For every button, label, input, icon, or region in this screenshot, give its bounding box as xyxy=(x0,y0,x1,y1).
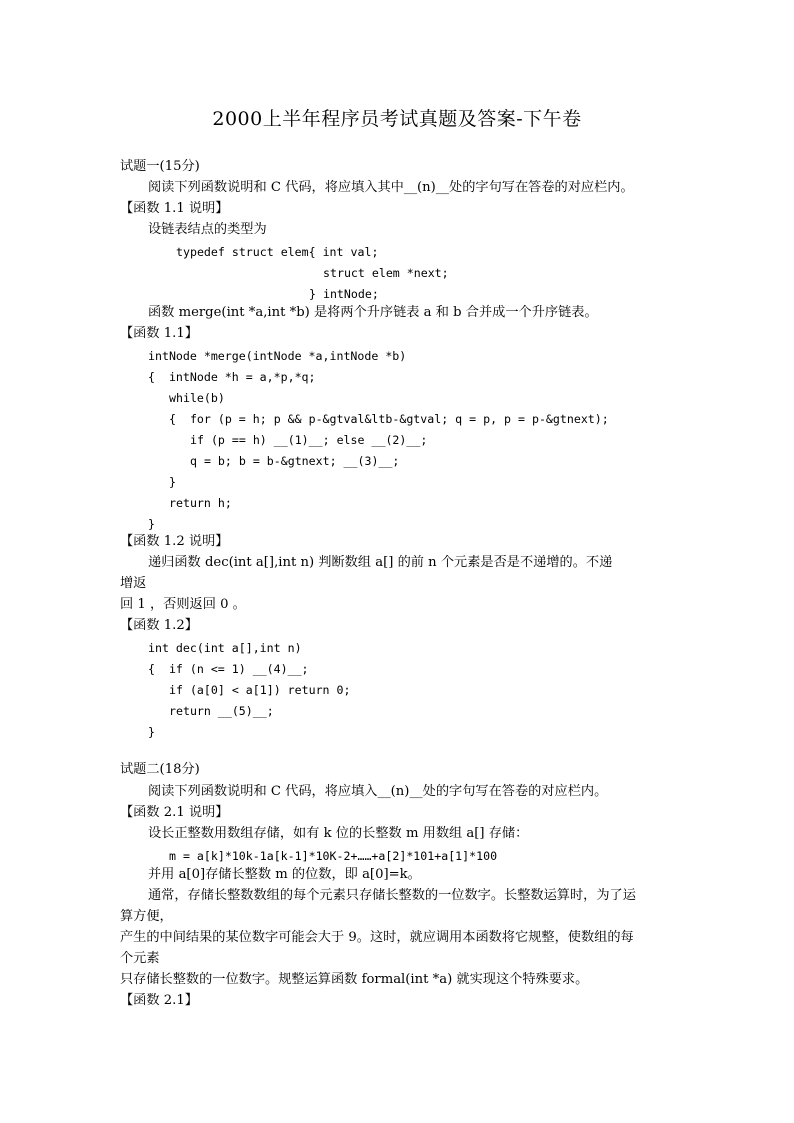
code-line: while(b) xyxy=(169,391,225,405)
paragraph-text: 设链表结点的类型为 xyxy=(148,222,267,237)
section-heading: 试题一(15分) xyxy=(120,159,200,174)
paragraph-text: 函数 merge(int *a,int *b) 是将两个升序链表 a 和 b 合并成一个升序链表。 xyxy=(148,305,598,320)
paragraph-text: 个元素 xyxy=(120,951,160,966)
subsection-heading: 【函数 1.2 说明】 xyxy=(120,534,229,549)
code-line: return h; xyxy=(169,496,232,510)
paragraph-text: 递归函数 dec(int a[],int n) 判断数组 a[] 的前 n 个元素是否是不递增的。不递 xyxy=(148,555,613,570)
subsection-heading: 【函数 2.1 说明】 xyxy=(120,805,229,820)
section-heading: 试题二(18分) xyxy=(120,762,200,777)
instruction-text: 阅读下列函数说明和 C 代码，将应填入__(n)__处的字句写在答卷的对应栏内。 xyxy=(148,784,608,799)
paragraph-text: 回 1 ，否则返回 0 。 xyxy=(120,597,246,612)
subsection-heading: 【函数 1.2】 xyxy=(120,618,198,633)
code-line: return __(5)__; xyxy=(169,704,274,718)
subsection-heading: 【函数 1.1 说明】 xyxy=(120,201,229,216)
paragraph-text: 通常，存储长整数数组的每个元素只存储长整数的一位数字。长整数运算时，为了运 xyxy=(148,888,636,903)
subsection-heading: 【函数 2.1】 xyxy=(120,993,198,1008)
instruction-text: 阅读下列函数说明和 C 代码，将应填入其中__(n)__处的字句写在答卷的对应栏内。 xyxy=(148,180,634,195)
paragraph-text: 增返 xyxy=(120,576,147,591)
code-line: typedef struct elem{ int val; xyxy=(176,245,379,259)
code-line: intNode *merge(intNode *a,intNode *b) xyxy=(148,349,407,363)
code-line: } xyxy=(148,725,155,739)
subsection-heading: 【函数 1.1】 xyxy=(120,326,198,341)
code-line: if (p == h) __(1)__; else __(2)__; xyxy=(190,433,428,447)
code-line: struct elem *next; xyxy=(323,266,449,280)
formula-line: m = a[k]*10k-1a[k-1]*10K-2+……+a[2]*101+a[1]*100 xyxy=(169,849,498,863)
code-line: } intNode; xyxy=(309,287,379,301)
paragraph-text: 产生的中间结果的某位数字可能会大于 9。这时，就应调用本函数将它规整，使数组的每 xyxy=(120,930,634,945)
code-line: { intNode *h = a,*p,*q; xyxy=(148,370,316,384)
paragraph-text: 算方便， xyxy=(120,909,173,924)
paragraph-text: 只存储长整数的一位数字。规整运算函数 formal(int *a) 就实现这个特殊要求。 xyxy=(120,972,589,987)
code-line: if (a[0] < a[1]) return 0; xyxy=(169,683,351,697)
paragraph-text: 设长正整数用数组存储，如有 k 位的长整数 m 用数组 a[] 存储： xyxy=(148,826,529,841)
code-line: q = b; b = b-&gtnext; __(3)__; xyxy=(190,454,400,468)
code-line: { if (n <= 1) __(4)__; xyxy=(148,662,309,676)
code-line: } xyxy=(148,517,155,531)
code-line: int dec(int a[],int n) xyxy=(148,641,302,655)
page-title: 2000上半年程序员考试真题及答案-下午卷 xyxy=(212,108,582,130)
code-line: } xyxy=(169,475,176,489)
paragraph-text: 并用 a[0]存储长整数 m 的位数，即 a[0]=k。 xyxy=(148,867,421,882)
code-line: { for (p = h; p && p-&gtval&ltb-&gtval; q = p, p = p-&gtnext); xyxy=(169,412,609,426)
